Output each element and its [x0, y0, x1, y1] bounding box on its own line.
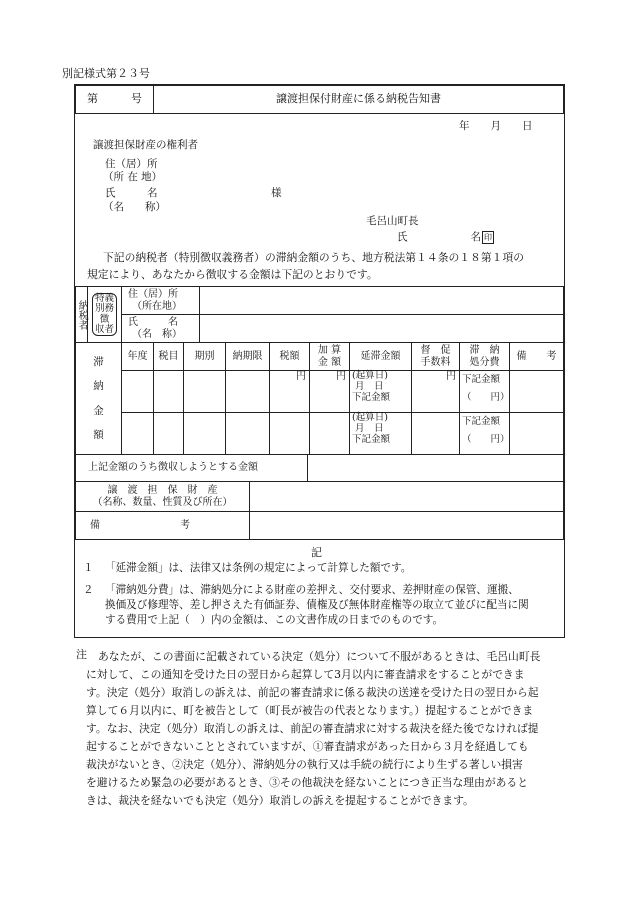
notes-heading: 記 — [311, 546, 322, 559]
addressee-address-sub: （所 在 地） — [103, 171, 163, 183]
footer-note-line-6: 起することができないこととされていますが、①審査請求があった日から３月を経過しても — [86, 740, 529, 753]
footer-note-mark: 注 — [76, 648, 87, 661]
footer-note-line-2: に対して、この通知を受けた日の翌日から起算して3月以内に審査請求をすることができま — [86, 668, 525, 681]
document-number: 第 号 — [76, 86, 154, 114]
issuer-name-label — [397, 231, 494, 244]
col-added-amount: 加 算 金 額 — [310, 343, 350, 371]
arrears-side-label: 滞 納 金 額 — [76, 343, 122, 455]
footer-note-line-1: あなたが、この書面に記載されている決定（処分）について不服があるときは、毛呂山町長 — [98, 650, 541, 663]
col-demand-fee: 督 促 手数料 — [412, 343, 460, 371]
addressee-address-label: 住（居）所 — [105, 158, 158, 170]
col-due-date: 納期限 — [226, 343, 270, 371]
col-tax-amount: 税額 — [270, 343, 310, 371]
form-label: 別記様式第２３号 — [62, 67, 150, 80]
special-collector-label — [88, 287, 122, 343]
footer-note-line-3: す。決定（処分）取消しの訴えは、前記の審査請求に係る裁決の送達を受けた日の翌日から起 — [86, 686, 539, 699]
taxpayer-address-cell: 住（居）所 （所在地） — [122, 287, 200, 315]
addressee-name-sub: （名 称） — [103, 201, 166, 213]
special-collector-bracket: 特義 別務 徴 収者 — [92, 293, 117, 337]
col-tax-item: 税目 — [154, 343, 184, 371]
taxpayer-name-cell: 氏 名 （名 称） — [122, 315, 200, 343]
footer-note-line-4: 算して６月以内に、町を被告として（町長が被告の代表となります。）提起することができま — [86, 704, 534, 717]
note-1-text: 「延滞金額」は、法律又は条例の規定によって計算した額です。 — [105, 562, 412, 574]
note-1-number: １ — [83, 562, 94, 574]
footer-note-line-9: きは、裁決を経ないでも決定（処分）取消しの訴えを提起することができます。 — [86, 794, 474, 807]
arrears-table — [75, 342, 564, 455]
property-value — [250, 482, 564, 512]
honorific: 様 — [271, 187, 282, 199]
document-title: 譲渡担保付財産に係る納税告知書 — [154, 86, 564, 114]
remarks-label: 備 考 — [76, 512, 250, 540]
intro-line-1: 下記の納税者（特別徴収義務者）の滞納金額のうち、地方税法第１４条の１８第１項の — [103, 251, 525, 264]
table-row: 円 円 (起算日) 月 日 下記金額 円 下記金額 （ 円） — [76, 371, 564, 413]
property-table — [75, 481, 564, 540]
issuer-name-text: 氏 名 — [397, 231, 481, 243]
col-fiscal-year: 年度 — [122, 343, 154, 371]
addressee-heading: 譲渡担保財産の権利者 — [93, 139, 198, 151]
collect-amount-value — [308, 455, 564, 482]
collect-amount-label: 上記金額のうち徴収しようとする金額 — [76, 455, 308, 482]
property-label: 譲 渡 担 保 財 産 （名称、数量、性質及び所在） — [76, 482, 250, 512]
remarks-value — [250, 512, 564, 540]
col-late-fee: 延滞金額 — [350, 343, 412, 371]
tax-notice-form — [74, 84, 565, 638]
issuer-title: 毛呂山町長 — [366, 215, 419, 227]
taxpayer-address-value — [200, 287, 564, 315]
note-2-line-2: 換価及び修理等、差し押さえた有価証券、債権及び無体財産権等の取立て並びに配当に関 — [105, 599, 529, 611]
summary-table — [75, 454, 564, 482]
taxpayer-side-label: 納税者 — [76, 287, 88, 343]
footer-note-line-8: を避けるため緊急の必要があるとき、③その他裁決を経ないことにつき正当な理由があると — [86, 776, 529, 789]
footer-note-line-5: す。なお、決定（処分）取消しの訴えは、前記の審査請求に対する裁決を経た後でなければ提 — [86, 722, 539, 735]
note-2-number: ２ — [83, 584, 94, 596]
footer-note-line-7: 裁決がないとき、②決定（処分）、滞納処分の執行又は手続の続行により生ずる著しい損害 — [86, 758, 523, 771]
col-remarks: 備 考 — [510, 343, 564, 371]
intro-line-2: 規定により、あなたから徴収する金額は下記のとおりです。 — [87, 268, 378, 281]
note-2-line-3: する費用で上記（ ）内の金額は、この文書作成の日までのものです。 — [105, 614, 444, 626]
addressee-name-label: 氏 名 — [105, 187, 158, 199]
col-period: 期別 — [184, 343, 226, 371]
late-fee-detail: (起算日) 月 日 下記金額 — [350, 371, 412, 413]
taxpayer-name-value — [200, 315, 564, 343]
col-disposition-cost: 滞 納 処分費 — [460, 343, 510, 371]
seal-mark: 印 — [484, 233, 492, 242]
late-fee-detail: (起算日) 月 日 下記金額 — [350, 413, 412, 455]
taxpayer-table — [75, 286, 564, 343]
date-line: 年 月 日 — [459, 120, 533, 132]
header-row — [75, 85, 564, 114]
table-row: (起算日) 月 日 下記金額 下記金額 （ 円） — [76, 413, 564, 455]
note-2-line-1: 「滞納処分費」は、滞納処分による財産の差押え、交付要求、差押財産の保管、運搬、 — [105, 584, 519, 596]
